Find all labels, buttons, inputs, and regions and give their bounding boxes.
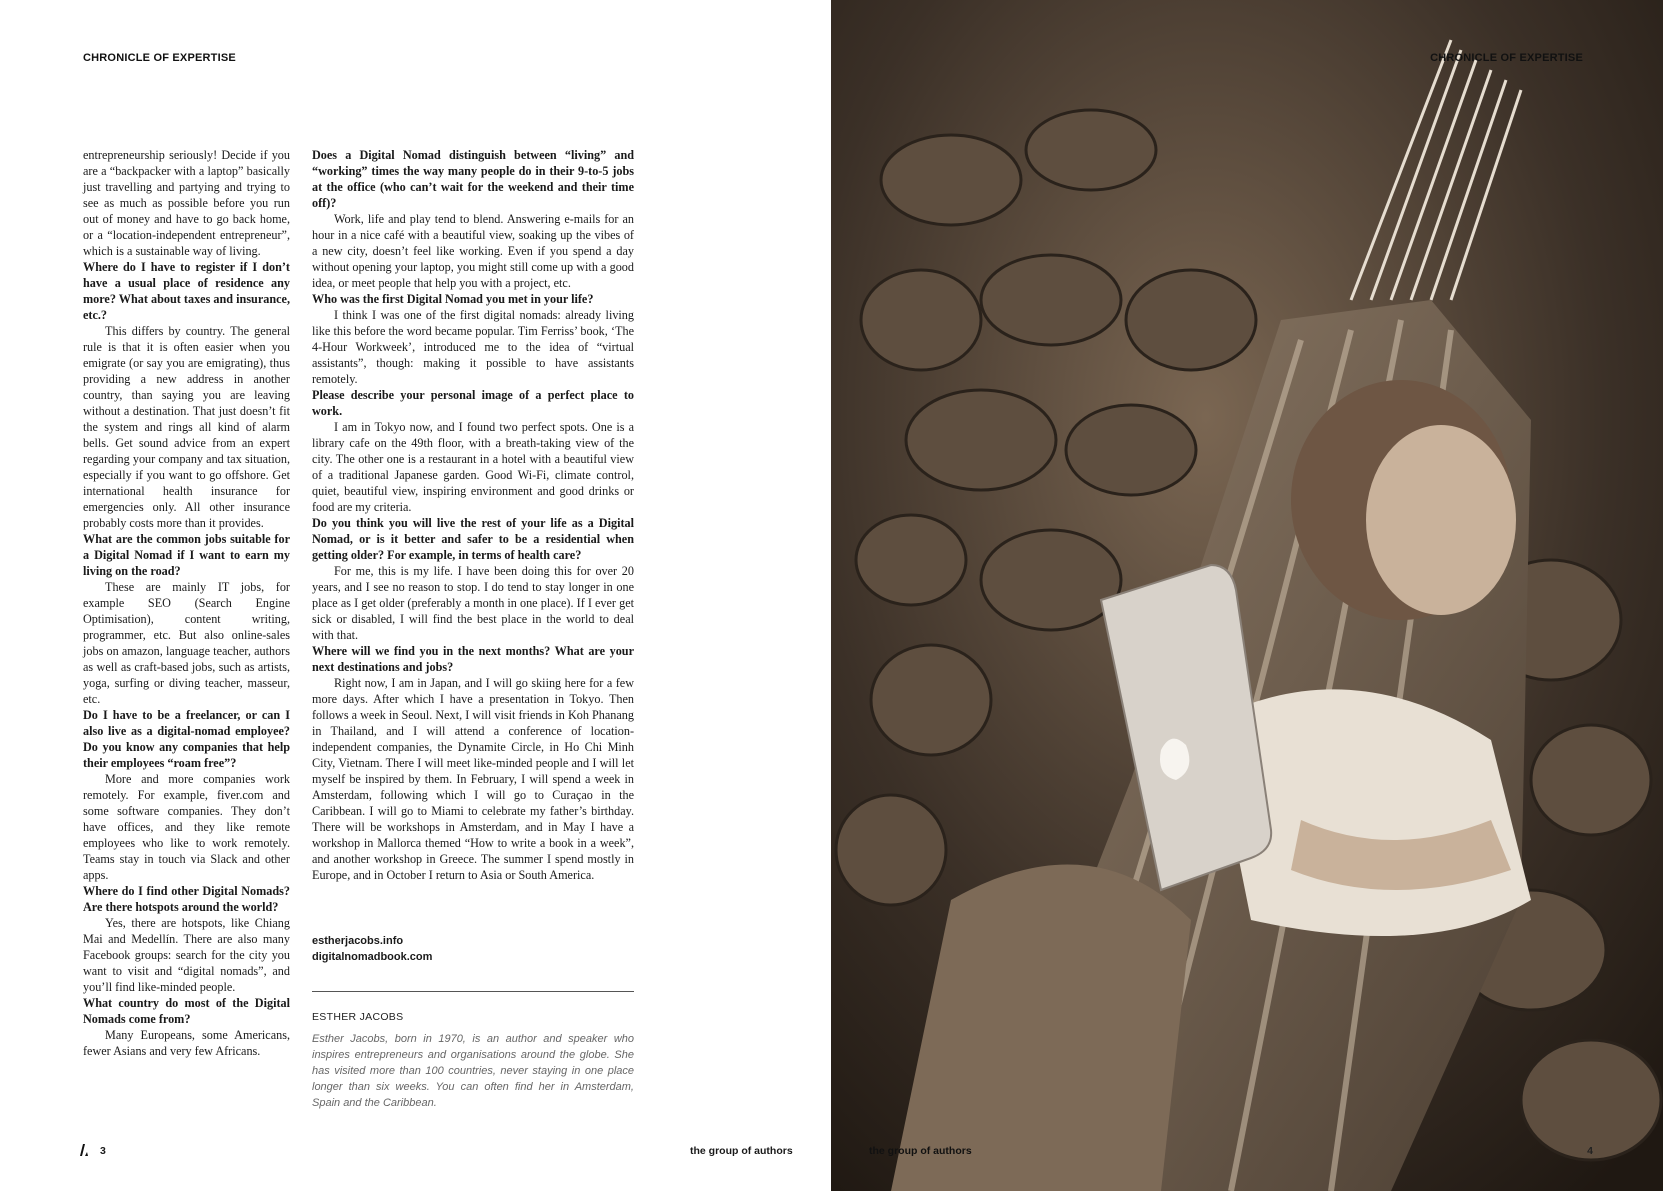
interview-question: Does a Digital Nomad distinguish between “living” and “working” times the way many people do in their 9-to-5 jobs at the office (who can’t wait for the weekend and their time off)? — [312, 148, 634, 210]
interview-question: Do you think you will live the rest of your life as a Digital Nomad, or is it better and safer to be a residential when getting older? For example, in terms of health care? — [312, 516, 634, 562]
interview-paragraph: I am in Tokyo now, and I found two perfect spots. One is a library cafe on the 49th floor, with a breath-taking view of the city. The other one is a restaurant in a hotel with a beautiful view of a traditional Japanese garden. Good Wi-Fi, climate control, quiet, beautiful view, inspiring environment and good drinks or food are my criteria. — [312, 420, 634, 514]
section-header-right: CHRONICLE OF EXPERTISE — [1430, 52, 1583, 64]
interview-question: Where do I have to register if I don’t have a usual place of residence any more? What about taxes and insurance, etc.? — [83, 260, 290, 322]
page-number-left: 3 — [100, 1145, 106, 1157]
section-header: CHRONICLE OF EXPERTISE — [83, 52, 236, 64]
publisher-left: the group of authors — [690, 1145, 793, 1157]
interview-paragraph: entrepreneurship seriously! Decide if you are a “backpacker with a laptop” basically just travelling and partying and trying to see as much as possible before you run out of money and have to go back home, or a “location-independent entrepreneur”, which is a sustainable way of living. — [83, 148, 290, 258]
interview-paragraph: Yes, there are hotspots, like Chiang Mai and Medellín. There are also many Facebook groups: search for the city you want to visit and “digital nomads”, and you’ll find like-minded people. — [83, 916, 290, 994]
book-link[interactable]: digitalnomadbook.com — [312, 951, 433, 963]
page-number-right: 4 — [1587, 1145, 1593, 1157]
interview-question: What country do most of the Digital Nomads come from? — [83, 996, 290, 1026]
interview-question: Who was the first Digital Nomad you met in your life? — [312, 292, 594, 306]
interview-question: Where do I find other Digital Nomads? Are there hotspots around the world? — [83, 884, 290, 914]
interview-question: Please describe your personal image of a perfect place to work. — [312, 388, 634, 418]
magazine-logo-icon — [76, 1143, 90, 1160]
interview-question: Do I have to be a freelancer, or can I also live as a digital-nomad employee? Do you know any companies that help their employees “roam free”? — [83, 708, 290, 770]
interview-paragraph: For me, this is my life. I have been doing this for over 20 years, and I see no reason to stop. I do tend to stay longer in one place as I get older (preferably a month in one place). If I ever get sick or disabled, I will find the best place in the world to deal with that. — [312, 564, 634, 642]
interview-paragraph: Many Europeans, some Americans, fewer Asians and very few Africans. — [83, 1028, 290, 1058]
interview-paragraph: This differs by country. The general rule is that it is often easier when you emigrate (or say you are emigrating), thus providing a new address in another country, than saying you are leaving without a destination. That just doesn’t fit the system and rings all kind of alarm bells. Get sound advice from an expert regarding your company and tax situation, especially if you want to go offshore. Get international health insurance for emergencies only. All other insurance probably costs more than it provides. — [83, 324, 290, 530]
links-block — [312, 933, 432, 965]
bio-name: ESTHER JACOBS — [312, 1011, 404, 1023]
bio-text: Esther Jacobs, born in 1970, is an author and speaker who inspires entrepreneurs and organisations around the globe. She has visited more than 100 countries, never staying in one place longer than six weeks. You can often find her in Amsterdam, Spain and the Caribbean. — [312, 1033, 634, 1109]
right-page — [831, 0, 1663, 1191]
divider — [312, 991, 634, 992]
interview-paragraph: Right now, I am in Japan, and I will go skiing here for a few more days. After which I have a presentation in Tokyo. Then follows a week in Seoul. Next, I will visit friends in Koh Phanang in Thailand, and I will attend a conference of location-independent companies, the Dynamite Circle, in Ho Chi Minh City, Vietnam. There I will meet like-minded people and I will let myself be inspired by them. In February, I will spend a week in Amsterdam, following which I will go to Curaçao in the Caribbean. I will go to Miami to celebrate my father’s birthday. There will be workshops in Amsterdam, and in May I have a workshop in Mallorca themed “How to write a book in a week”, and another workshop in Greece. The summer I spend mostly in Europe, and in October I return to Asia or South America. — [312, 676, 634, 882]
text-column-2 — [312, 147, 634, 883]
interview-paragraph: These are mainly IT jobs, for example SEO (Search Engine Optimisation), content writing, programmer, etc. But also online-sales jobs on amazon, language teacher, authors as well as craft-based jobs, such as artists, yoga, surfing or diving teacher, masseur, etc. — [83, 580, 290, 706]
left-page — [0, 0, 831, 1191]
website-link[interactable]: estherjacobs.info — [312, 935, 404, 947]
interview-paragraph: I think I was one of the first digital nomads: already living like this before the word became popular. Tim Ferriss’ book, ‘The 4-Hour Workweek’, introduced me to the idea of “virtual assistants”, though: making it possible to have assistants remotely. — [312, 308, 634, 386]
interview-paragraph: Work, life and play tend to blend. Answering e-mails for an hour in a nice café with a beautiful view, soaking up the vibes of a new city, doesn’t feel like working. Even if you spend a day without opening your laptop, you might still come up with a good idea, or meet people that help you with a project, etc. — [312, 212, 634, 290]
text-column-1 — [83, 147, 290, 1059]
interview-paragraph: More and more companies work remotely. For example, fiver.com and some software companies. They don’t have offices, and they like remote employees who like to work remotely. Teams stay in touch via Slack and other apps. — [83, 772, 290, 882]
photo-woman-in-hammock — [831, 0, 1663, 1191]
interview-question: Where will we find you in the next months? What are your next destinations and jobs? — [312, 644, 634, 674]
interview-question: What are the common jobs suitable for a Digital Nomad if I want to earn my living on the road? — [83, 532, 290, 578]
publisher-right: the group of authors — [869, 1145, 972, 1157]
